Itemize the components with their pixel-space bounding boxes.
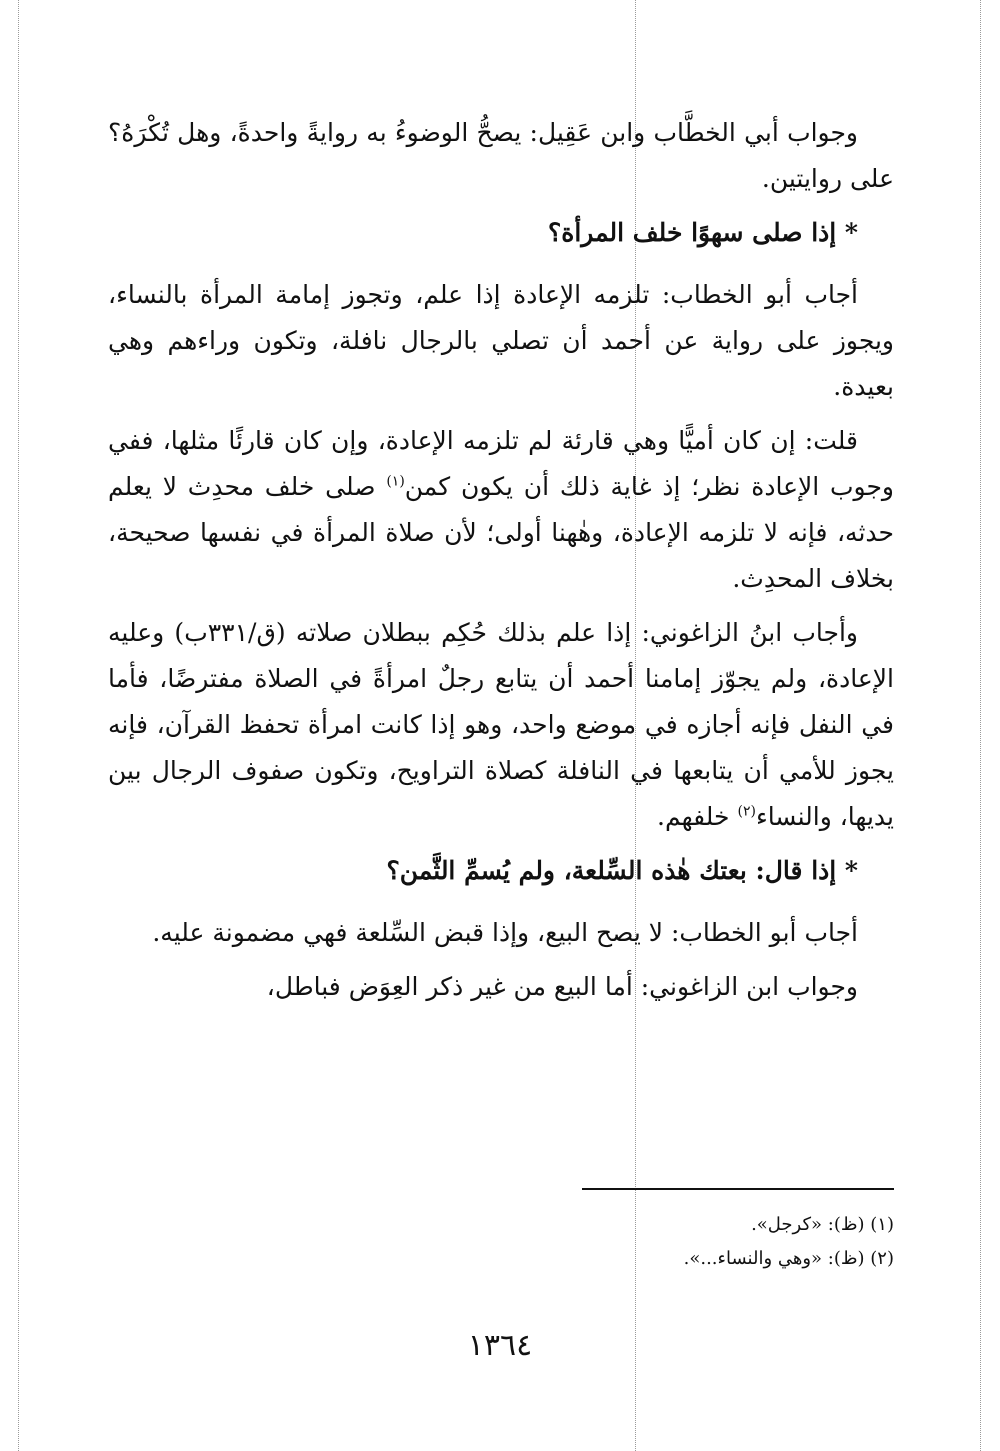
footnote-ref: (١) — [386, 473, 405, 490]
paragraph — [108, 418, 894, 602]
section-heading: * إذا قال: بعتك هٰذه السِّلعة، ولم يُسمِّ الثَّمن؟ — [386, 856, 858, 885]
paragraph-text: وأجاب ابنُ الزاغوني: إذا علم بذلك حُكِم ببطلان صلاته (ق/٣٣١ب) وعليه الإعادة، ولم يجوّز إمامنا أحمد أن يتابع رجلٌ امرأةً في الصلاة مفترضًا، فأما في النفل فإنه أجازه في موضع واحد، وهو إذا كانت امرأة تحفظ القرآن، فإنه يجوز للأمي أن يتابعها في النافلة كصلاة التراويح، وتكون صفوف الرجال بين يديها، والنساء — [108, 618, 894, 831]
paragraph-text: صلى خلف محدِث لا يعلم حدثه، فإنه لا تلزمه الإعادة، وهٰهنا أولى؛ لأن صلاة المرأة في نفسها صحيحة، بخلاف المحدِث. — [108, 472, 894, 593]
margin-guide-left — [18, 0, 19, 1451]
paragraph-text: قلت: إن كان أميًّا وهي قارئة لم تلزمه الإعادة، وإن كان قارئًا مثلها، ففي وجوب الإعادة نظر؛ إذ غاية ذلك أن يكون كمن — [108, 426, 894, 501]
paragraph-text: خلفهم. — [657, 802, 730, 831]
paragraph: وجواب ابن الزاغوني: أما البيع من غير ذكر العِوَض فباطل، — [266, 972, 858, 1001]
paragraph: أجاب أبو الخطاب: تلزمه الإعادة إذا علم، وتجوز إمامة المرأة بالنساء، ويجوز على رواية عن أحمد أن تصلي بالرجال نافلة، وتكون وراءهم وهي بعيدة. — [108, 280, 894, 401]
footnotes — [520, 1208, 894, 1276]
paragraph: أجاب أبو الخطاب: لا يصح البيع، وإذا قبض السِّلعة فهي مضمونة عليه. — [152, 918, 858, 947]
page-number: ١٣٦٤ — [467, 1328, 533, 1363]
main-text — [108, 110, 894, 1014]
margin-guide-right — [980, 0, 981, 1451]
paragraph: وجواب أبي الخطَّاب وابن عَقِيل: يصحُّ الوضوءُ به روايةً واحدةً، وهل تُكْرَهُ؟ على روايتين. — [108, 118, 894, 193]
footnote-separator — [582, 1188, 894, 1190]
paragraph — [108, 610, 894, 840]
footnote: (٢) (ظ): «وهي والنساء...». — [683, 1248, 894, 1269]
footnote-ref: (٢) — [737, 803, 756, 820]
footnote: (١) (ظ): «كرجل». — [751, 1214, 894, 1235]
section-heading: * إذا صلى سهوًا خلف المرأة؟ — [547, 218, 858, 247]
